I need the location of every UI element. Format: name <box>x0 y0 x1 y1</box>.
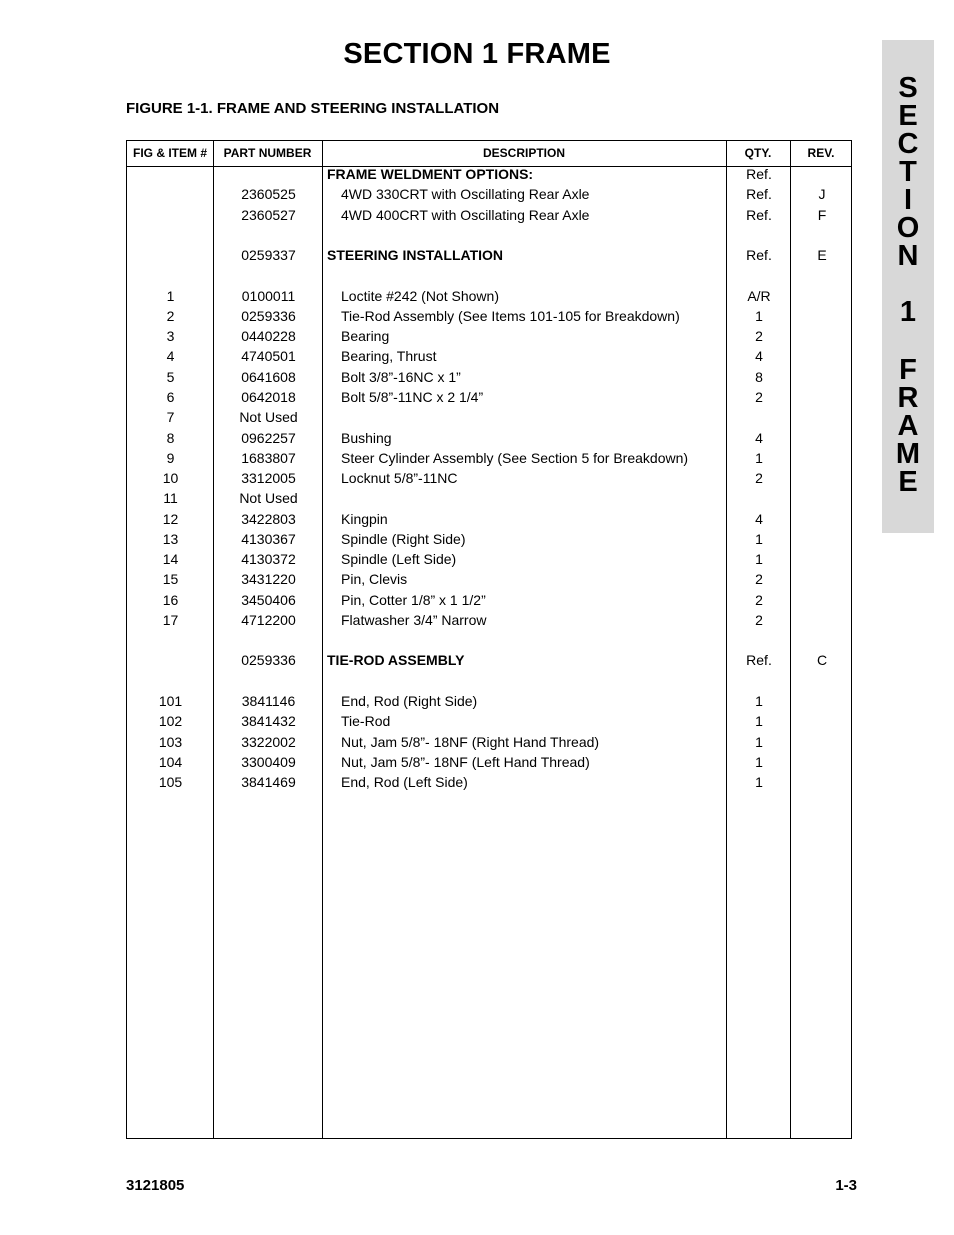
table-cell-part: 3431220 <box>241 571 296 587</box>
table-cell-desc <box>341 488 737 508</box>
table-cell-fig: 102 <box>158 713 183 729</box>
table-cell-desc: Bolt 5/8”-11NC x 2 1/4” <box>341 389 484 405</box>
table-cell-part: 3841469 <box>241 774 296 790</box>
figure-title: FIGURE 1-1. FRAME AND STEERING INSTALLATION <box>126 100 500 117</box>
table-cell-qty: 2 <box>755 470 763 486</box>
table-cell-desc: Locknut 5/8”-11NC <box>341 470 458 486</box>
table-cell-fig: 10 <box>162 470 179 486</box>
table-cell-qty: 2 <box>755 612 763 628</box>
table-cell-desc: Steer Cylinder Assembly (See Section 5 for Breakdown) <box>341 450 689 466</box>
table-cell-rev <box>791 346 853 366</box>
table-cell-rev <box>791 772 853 792</box>
table-cell-desc: End, Rod (Right Side) <box>341 693 478 709</box>
table-cell-rev: E <box>817 247 827 263</box>
table-cell-part: 3450406 <box>241 592 296 608</box>
table-cell-rev <box>791 367 853 387</box>
table-cell-qty: 4 <box>755 511 763 527</box>
table-cell-rev <box>791 752 853 772</box>
table-cell-qty: 1 <box>755 734 763 750</box>
table-cell-desc: Tie-Rod Assembly (See Items 101-105 for Breakdown) <box>341 308 680 324</box>
table-cell-fig <box>127 205 214 225</box>
table-cell-desc: Spindle (Right Side) <box>341 531 466 547</box>
table-cell-part: 2360527 <box>241 207 296 223</box>
page-title: SECTION 1 FRAME <box>343 38 611 70</box>
table-cell-desc: Bearing, Thrust <box>341 348 437 364</box>
side-tab-letter: S <box>898 72 918 104</box>
table-cell-part: 4130372 <box>241 551 296 567</box>
table-cell-qty: 2 <box>755 592 763 608</box>
parts-table <box>126 140 852 1139</box>
table-cell-fig: 101 <box>158 693 183 709</box>
side-tab-letter: N <box>897 240 919 272</box>
table-cell-rev <box>791 529 853 549</box>
header-qty: QTY. <box>744 146 772 160</box>
side-tab-letter: 1 <box>899 296 917 328</box>
table-cell-desc: Loctite #242 (Not Shown) <box>341 288 499 304</box>
table-cell-qty: 1 <box>755 774 763 790</box>
table-cell-qty: 2 <box>755 571 763 587</box>
section-side-tab <box>882 40 934 533</box>
table-cell-rev: C <box>816 652 828 668</box>
header-part-number: PART NUMBER <box>223 146 312 160</box>
side-tab-letter: C <box>897 128 919 160</box>
table-cell-desc: Nut, Jam 5/8”- 18NF (Right Hand Thread) <box>341 734 600 750</box>
table-cell-fig: 13 <box>162 531 179 547</box>
table-cell-fig: 9 <box>166 450 175 466</box>
side-tab-letter: T <box>899 156 917 188</box>
table-cell-rev <box>791 407 853 427</box>
table-cell-rev <box>791 732 853 752</box>
side-tab-letter: R <box>897 382 919 414</box>
table-cell-qty <box>727 407 791 427</box>
table-cell-desc: Tie-Rod <box>341 713 391 729</box>
table-cell-qty: 2 <box>755 328 763 344</box>
table-cell-desc: Flatwasher 3/4” Narrow <box>341 612 487 628</box>
side-tab-letter: F <box>899 354 917 386</box>
table-cell-part: Not Used <box>239 490 298 506</box>
table-cell-desc: Nut, Jam 5/8”- 18NF (Left Hand Thread) <box>341 754 590 770</box>
table-cell-rev: J <box>818 186 826 202</box>
side-tab-letter: A <box>897 410 919 442</box>
table-cell-fig: 6 <box>166 389 175 405</box>
table-cell-qty: 1 <box>755 551 763 567</box>
table-cell-rev <box>791 306 853 326</box>
table-cell-part: 0259336 <box>241 652 296 668</box>
table-cell-rev <box>791 610 853 630</box>
table-cell-fig: 8 <box>166 430 175 446</box>
table-cell-rev <box>791 286 853 306</box>
header-description: DESCRIPTION <box>482 146 565 160</box>
table-cell-part: 4130367 <box>241 531 296 547</box>
table-cell-fig: 1 <box>166 288 175 304</box>
table-cell-qty: 1 <box>755 531 763 547</box>
table-cell-fig <box>127 245 214 265</box>
table-cell-rev <box>791 509 853 529</box>
table-cell-desc: 4WD 330CRT with Oscillating Rear Axle <box>341 186 590 202</box>
table-cell-fig: 17 <box>162 612 179 628</box>
table-cell-qty: 8 <box>755 369 763 385</box>
table-cell-part: 0440228 <box>241 328 296 344</box>
table-cell-rev <box>791 488 853 508</box>
table-cell-rev <box>791 387 853 407</box>
table-cell-qty: A/R <box>747 288 771 304</box>
table-cell-part: 3322002 <box>241 734 296 750</box>
table-cell-qty <box>727 488 791 508</box>
table-cell-fig: 105 <box>158 774 183 790</box>
table-cell-qty: Ref. <box>746 247 772 263</box>
table-cell-desc: Pin, Cotter 1/8” x 1 1/2” <box>341 592 486 608</box>
table-cell-part: 0962257 <box>241 430 296 446</box>
table-cell-fig <box>127 184 214 204</box>
table-cell-desc: End, Rod (Left Side) <box>341 774 468 790</box>
table-cell-part: 4740501 <box>241 348 296 364</box>
table-cell-desc: Kingpin <box>341 511 388 527</box>
table-cell-rev <box>791 711 853 731</box>
table-cell-part: 0259336 <box>241 308 296 324</box>
table-cell-desc: Bolt 3/8”-16NC x 1” <box>341 369 461 385</box>
table-cell-part: 0100011 <box>241 288 296 304</box>
table-cell-rev <box>791 590 853 610</box>
table-cell-part: 2360525 <box>241 186 296 202</box>
table-cell-part: 3300409 <box>241 754 296 770</box>
table-cell-desc: Pin, Clevis <box>341 571 408 587</box>
table-cell-qty: 4 <box>755 348 763 364</box>
table-cell-part: 3841432 <box>241 713 296 729</box>
header-fig-item: FIG & ITEM # <box>132 146 207 160</box>
table-cell-fig: 3 <box>166 328 175 344</box>
table-cell-part: 0259337 <box>241 247 296 263</box>
table-cell-desc: Spindle (Left Side) <box>341 551 457 567</box>
table-cell-rev <box>791 428 853 448</box>
page-number: 1-3 <box>835 1177 857 1194</box>
table-cell-qty: Ref. <box>746 207 772 223</box>
table-cell-qty: Ref. <box>746 166 772 182</box>
table-cell-part <box>214 164 323 184</box>
table-cell-desc <box>341 407 737 427</box>
table-cell-desc: TIE-ROD ASSEMBLY <box>327 652 465 668</box>
table-cell-fig <box>127 164 214 184</box>
table-cell-rev <box>791 549 853 569</box>
table-cell-qty: Ref. <box>746 652 772 668</box>
table-cell-rev <box>791 326 853 346</box>
side-tab-letter: I <box>903 184 913 216</box>
table-cell-qty: 4 <box>755 430 763 446</box>
table-cell-fig: 12 <box>162 511 179 527</box>
table-cell-part: 3422803 <box>241 511 296 527</box>
table-cell-fig <box>127 650 214 670</box>
table-cell-desc: Bearing <box>341 328 390 344</box>
table-cell-fig: 103 <box>158 734 183 750</box>
table-cell-desc: 4WD 400CRT with Oscillating Rear Axle <box>341 207 590 223</box>
table-cell-rev <box>791 691 853 711</box>
table-cell-part: 3841146 <box>241 693 296 709</box>
table-cell-part: 1683807 <box>241 450 296 466</box>
table-cell-qty: 1 <box>755 713 763 729</box>
table-cell-fig: 15 <box>162 571 179 587</box>
table-cell-part: 0641608 <box>241 369 296 385</box>
table-cell-rev <box>791 164 853 184</box>
table-cell-fig: 2 <box>166 308 175 324</box>
table-cell-qty: 1 <box>755 754 763 770</box>
table-cell-desc: FRAME WELDMENT OPTIONS: <box>327 166 534 182</box>
table-cell-fig: 104 <box>158 754 183 770</box>
table-cell-qty: Ref. <box>746 186 772 202</box>
table-cell-qty: 1 <box>755 450 763 466</box>
table-cell-part: 4712200 <box>241 612 296 628</box>
table-cell-desc: STEERING INSTALLATION <box>327 247 504 263</box>
table-cell-part: Not Used <box>239 409 298 425</box>
table-cell-qty: 1 <box>755 693 763 709</box>
header-rev: REV. <box>807 146 835 160</box>
table-cell-rev: F <box>817 207 827 223</box>
document-number: 3121805 <box>126 1177 185 1194</box>
table-cell-fig: 14 <box>162 551 179 567</box>
table-cell-fig: 4 <box>166 348 175 364</box>
table-cell-part: 3312005 <box>241 470 296 486</box>
table-cell-fig: 11 <box>163 490 178 506</box>
table-cell-fig: 7 <box>166 409 175 425</box>
side-tab-letter: O <box>896 212 920 244</box>
table-cell-rev <box>791 448 853 468</box>
table-cell-rev <box>791 569 853 589</box>
table-cell-fig: 5 <box>166 369 175 385</box>
table-cell-qty: 2 <box>755 389 763 405</box>
side-tab-letter: M <box>895 438 921 470</box>
table-cell-qty: 1 <box>755 308 763 324</box>
side-tab-letter: E <box>898 100 918 132</box>
table-cell-part: 0642018 <box>241 389 296 405</box>
table-cell-fig: 16 <box>162 592 179 608</box>
table-cell-rev <box>791 468 853 488</box>
side-tab-letter: E <box>898 466 918 498</box>
table-cell-desc: Bushing <box>341 430 392 446</box>
